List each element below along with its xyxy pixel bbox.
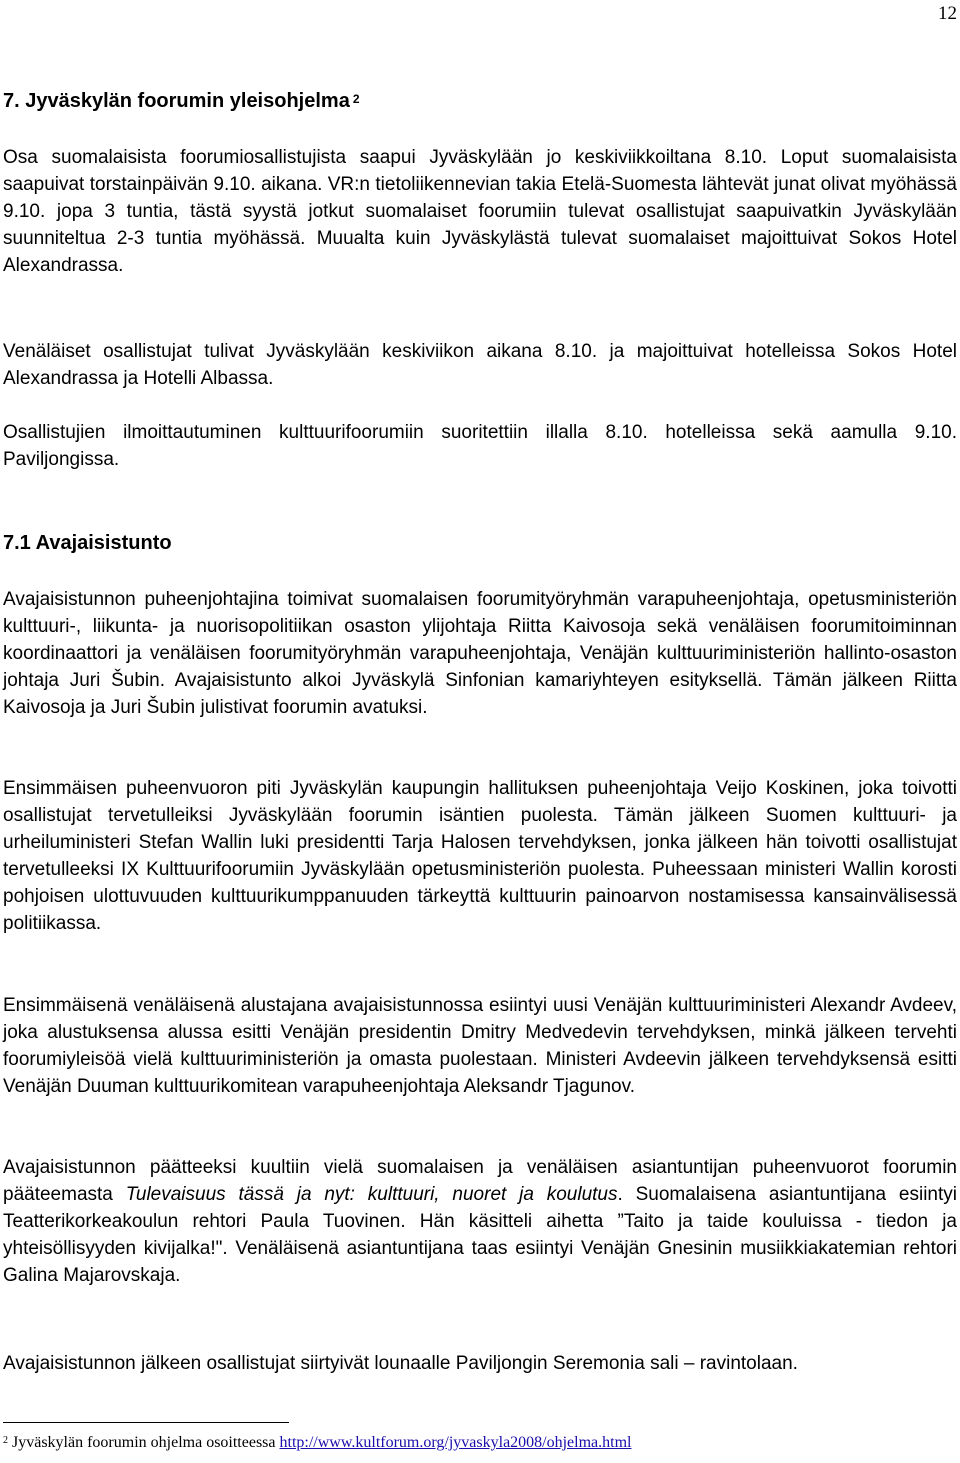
program-link[interactable]: http://www.kultforum.org/jyvaskyla2008/ohjelma.html — [279, 1434, 632, 1451]
main-theme: Tulevaisuus tässä ja nyt: kulttuuri, nuoret ja koulutus — [125, 1184, 618, 1205]
paragraph-first-speeches: Ensimmäisen puheenvuoron piti Jyväskylän kaupungin hallituksen puheenjohtaja Veijo Koskinen, joka toivotti osallistujat tervetulleiksi Jyväskylään foorumin isäntien puolesta. Tämän jälkeen Suomen kulttuuri- ja urheiluministeri Stefan Wallin luki presidentti Tarja Halosen tervehdyksen, jonka jälkeen hän toivotti osallistujat tervetulleeksi IX Kulttuurifoorumiin Jyväskylään opetusministeriön puolesta. Puheessaan ministeri Wallin korosti pohjoisen ulottuvuuden kulttuurikumppanuuden tärkeyttä kulttuurin painoarvon nostamisessa kansainvälisessä politiikassa. — [3, 778, 957, 934]
paragraph-arrival-finns: Osa suomalaisista foorumiosallistujista saapui Jyväskylään jo keskiviikkoiltana 8.10. Loput suomalaisista saapuivat torstainpäivän 9.10. aikana. VR:n tietoliikennevian takia Etelä-Suomesta lähtevät junat olivat myöhässä 9.10. jopa 3 tuntia, tästä syystä jotkut suomalaiset foorumiin tulevat osallistujat saapuivatkin Jyväskylään suunniteltua 2-3 tuntia myöhässä. Muualta kuin Jyväskylästä tulevat suomalaiset majoittuivat Sokos Hotel Alexandrassa. — [3, 147, 957, 276]
experts-text-end: . Suomalaisena asiantuntijana esiintyi Teatterikorkeakoulun rehtori Paula Tuovinen. Hän käsitteli aihetta ”Taito ja taide kouluissa - tiedon ja yhteisöllisyyden kivijalka!". Venäläisenä asiantuntijana taas esiintyi Venäjän Gnesinin musiikkiakatemian rehtori Galina Majarovskaja. — [3, 1184, 957, 1286]
paragraph-registration: Osallistujien ilmoittautuminen kulttuurifoorumiin suoritettiin illalla 8.10. hotelleissa sekä aamulla 9.10. Paviljongissa. — [3, 422, 957, 470]
paragraph-lunch: Avajaisistunnon jälkeen osallistujat siirtyivät lounaalle Paviljongin Seremonia sali – ravintolaan. — [3, 1353, 798, 1374]
footnote-text: Jyväskylän foorumin ohjelma osoitteessa — [12, 1434, 280, 1451]
paragraph-experts — [3, 1154, 957, 1289]
page-number: 12 — [938, 3, 957, 24]
footnote — [3, 1432, 631, 1454]
footnote-number: 2 — [3, 1435, 8, 1446]
paragraph-chairs: Avajaisistunnon puheenjohtajina toimivat suomalaisen foorumityöryhmän varapuheenjohtaja, opetusministeriön kulttuuri-, liikunta- ja nuorisopolitiikan osaston ylijohtaja Riitta Kaivosoja sekä venäläisen foorumitoiminnan koordinaattori ja venäläisen foorumityöryhmän varapuheenjohtaja, Venäjän kulttuuriministeriön hallinto-osaston johtaja Juri Šubin. Avajaisistunto alkoi Jyväskylä Sinfonian kamariyhteyen esityksellä. Tämän jälkeen Riitta Kaivosoja ja Juri Šubin julistivat foorumin avatuksi. — [3, 589, 957, 718]
experts-text-start: Avajaisistunnon päätteeksi kuultiin vielä suomalaisen ja venäläisen asiantuntijan puheenvuorot foorumin pääteemasta — [3, 1157, 957, 1205]
paragraph-russian-speakers: Ensimmäisenä venäläisenä alustajana avajaisistunnossa esiintyi uusi Venäjän kulttuuriministeri Alexandr Avdeev, joka alustuksensa alussa esitti Venäjän presidentin Dmitry Medvedevin tervehdyksen, minkä jälkeen tervehti foorumiyleisöä vielä kulttuuriministeriön ja omasta puolestaan. Ministeri Avdeevin jälkeen tervehdyksensä esitti Venäjän Duuman kulttuurikomitean varapuheenjohtaja Aleksandr Tjagunov. — [3, 995, 957, 1097]
subsection-heading: 7.1 Avajaisistunto — [3, 532, 172, 554]
footnote-reference[interactable]: 2 — [352, 92, 360, 106]
section-title: 7. Jyväskylän foorumin yleisohjelma — [3, 90, 350, 112]
footnote-divider — [3, 1422, 289, 1423]
section-heading — [3, 88, 360, 115]
paragraph-arrival-russians: Venäläiset osallistujat tulivat Jyväskylään keskiviikon aikana 8.10. ja majoittuivat hotelleissa Sokos Hotel Alexandrassa ja Hotelli Albassa. — [3, 341, 957, 389]
